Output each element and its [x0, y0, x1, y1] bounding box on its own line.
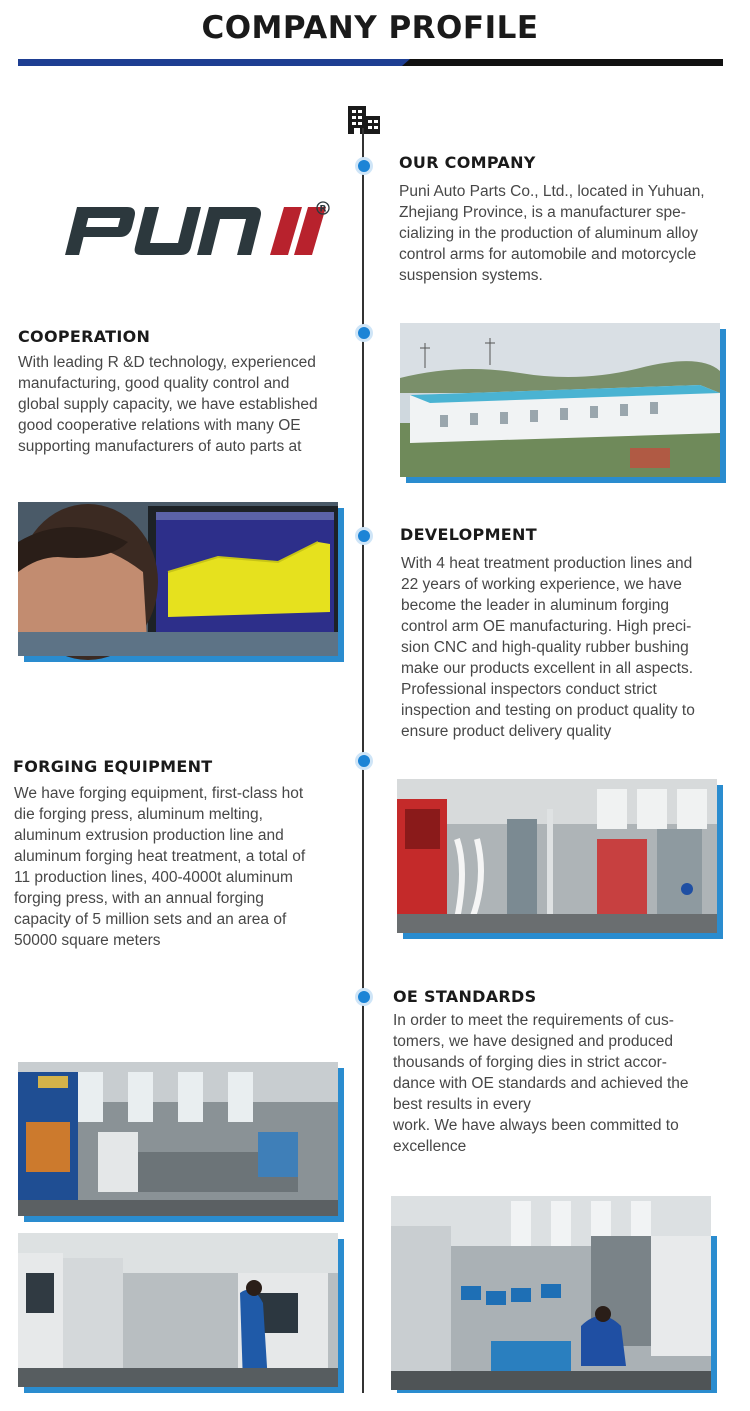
assembly-workshop-photo — [391, 1196, 717, 1393]
section-heading-oe-standards: OE STANDARDS — [393, 987, 537, 1006]
brand-logo — [58, 203, 333, 259]
section-text-development: With 4 heat treatment production lines and 22 years of working experience, we have become the leader in aluminum forging control arm OE manufacturing. High preci- sion CNC and high-quality rubber bushing make our products excellent in all aspects. Professional inspectors conduct strict inspection and testing on product quality to ensure product delivery quality — [401, 555, 695, 740]
section-heading-cooperation: COOPERATION — [18, 327, 151, 346]
registered-mark — [316, 201, 330, 215]
cad-design-photo — [18, 502, 344, 662]
factory-exterior-photo — [400, 323, 726, 483]
timeline-dot — [355, 527, 373, 545]
building-icon — [346, 104, 382, 136]
section-text-cooperation: With leading R &D technology, experienced manufacturing, good quality control and global supply capacity, we have established good cooperative relations with many OE supporting manufacturers of auto parts at — [18, 354, 318, 455]
section-heading-forging-equipment: FORGING EQUIPMENT — [13, 757, 213, 776]
title-underline — [18, 59, 723, 66]
timeline-dot — [355, 752, 373, 770]
section-text-forging-equipment: We have forging equipment, first-class hot die forging press, aluminum melting, aluminum extrusion production line and aluminum forging heat treatment, a total of 11 production lines, 400-4000t aluminum forging press, with an annual forging capacity of 5 million sets and an area of 50000 square meters — [14, 785, 306, 949]
forging-line-photo — [397, 779, 723, 939]
section-text-our-company: Puni Auto Parts Co., Ltd., located in Yuhuan, Zhejiang Province, is a manufacturer spe- cializing in the production of aluminum alloy control arms for automobile and motorcycle suspension systems. — [399, 183, 705, 284]
section-text-oe-standards: In order to meet the requirements of cus- tomers, we have designed and produced thousands of forging dies in strict accor- dance with OE standards and achieved the best results in every work. We have always been committed to excellence — [393, 1012, 689, 1155]
section-heading-our-company: OUR COMPANY — [399, 153, 536, 172]
timeline-dot — [355, 324, 373, 342]
timeline-dot — [355, 988, 373, 1006]
cnc-workshop-photo — [18, 1233, 344, 1393]
svg-text:R: R — [319, 204, 327, 215]
timeline-dot — [355, 157, 373, 175]
page-title: COMPANY PROFILE — [201, 10, 539, 46]
section-heading-development: DEVELOPMENT — [400, 525, 537, 544]
press-workshop-photo — [18, 1062, 344, 1222]
